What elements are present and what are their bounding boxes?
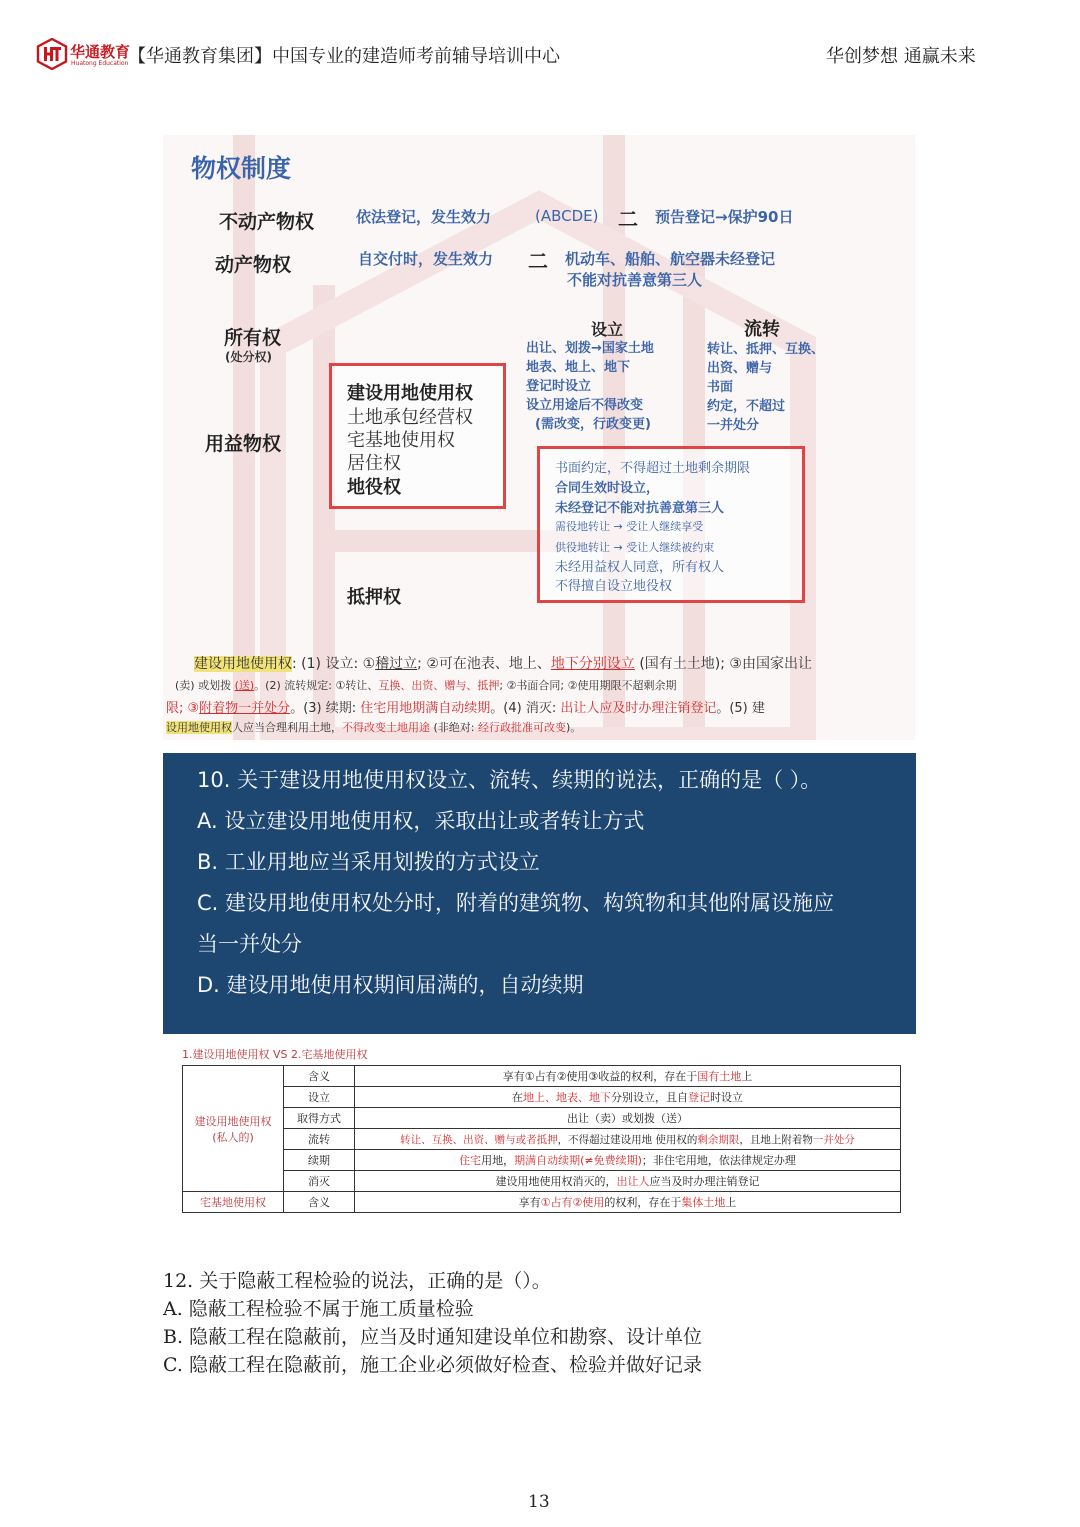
table-row (183, 1108, 901, 1129)
easement-line-6: 未经用益权人同意，所有权人 (555, 560, 725, 575)
usufruct-label: 用益物权 (205, 433, 282, 455)
row-value: 转让、互换、出资、赠与或者抵押，不得超过建设用地 使用权的剩余期限，且地上附着物一并处分 (355, 1129, 901, 1150)
question-12-option-b: B. 隐蔽工程在隐蔽前，应当及时通知建设单位和勘察、设计单位 (163, 1326, 703, 1348)
realty-note: 预告登记→保护90日 (655, 208, 794, 226)
question-12-option-a: A. 隐蔽工程检验不属于施工质量检验 (163, 1298, 474, 1320)
realty-eq: 二 (618, 207, 638, 231)
row-key: 流转 (284, 1129, 355, 1150)
ownership-label: 所有权 (224, 327, 282, 349)
usufruct-type-2: 土地承包经营权 (347, 407, 473, 428)
row-value: 享有①占有②使用③收益的权利，存在于国有土地上 (355, 1066, 901, 1087)
setup-line-5: (需改变，行政变更) (535, 417, 651, 432)
header-title: 【华通教育集团】中国专业的建造师考前辅导培训中心 (128, 46, 560, 67)
row-key: 含义 (284, 1066, 355, 1087)
brand-name-en: Huatong Education (71, 60, 129, 67)
table-title: 1.建设用地使用权 VS 2.宅基地使用权 (182, 1048, 368, 1061)
question-10-option-b: B. 工业用地应当采用划拨的方式设立 (197, 850, 540, 874)
group-construction-land-right: 建设用地使用权 (私人的) (183, 1066, 284, 1192)
transfer-line-2: 出资、赠与 (707, 361, 773, 376)
usufruct-type-1: 建设用地使用权 (347, 383, 473, 404)
group-homestead-right: 宅基地使用权 (183, 1192, 284, 1213)
property-rights-mindmap (163, 135, 915, 740)
row-key: 续期 (284, 1150, 355, 1171)
page-header (0, 0, 1080, 80)
brand-name: 华通教育 (70, 43, 131, 61)
easement-line-4: 需役地转让 → 受让人继续享受 (555, 520, 704, 533)
transfer-line-5: 一并处分 (707, 418, 760, 433)
table-row (183, 1192, 901, 1213)
table-row (183, 1129, 901, 1150)
setup-head: 设立 (591, 320, 624, 339)
row-key: 取得方式 (284, 1108, 355, 1129)
question-10-stem: 10. 关于建设用地使用权设立、流转、续期的说法，正确的是（ ）。 (197, 768, 822, 792)
ownership-sub: (处分权) (225, 350, 272, 364)
easement-line-5: 供役地转让 → 受让人继续被约束 (555, 541, 715, 554)
note-line-1: 建设用地使用权: (1) 设立: ①稽过立; ②可在池表、地上、地下分别设立 (国有土土地); ③由国家出让 (194, 656, 812, 672)
movable-note-2: 不能对抗善意第三人 (567, 271, 703, 289)
row-value: 住宅用地，期满自动续期(≠免费续期)；非住宅用地，依法律规定办理 (355, 1150, 901, 1171)
setup-line-3: 登记时设立 (526, 379, 592, 394)
movable-note-1: 机动车、船舶、航空器未经登记 (565, 250, 776, 268)
easement-line-3: 未经登记不能对抗善意第三人 (555, 501, 725, 516)
usufruct-type-3: 宅基地使用权 (347, 430, 455, 451)
table-row (183, 1171, 901, 1192)
question-10-option-a: A. 设立建设用地使用权，采取出让或者转让方式 (197, 809, 645, 833)
easement-line-1: 书面约定，不得超过土地剩余期限 (555, 461, 751, 476)
row-value: 出让（卖）或划拨（送） (355, 1108, 901, 1129)
huatong-logo-icon (36, 38, 68, 70)
transfer-line-4: 约定，不超过 (707, 399, 786, 414)
setup-line-4: 设立用途后不得改变 (526, 398, 644, 413)
usufruct-type-5: 地役权 (347, 477, 401, 498)
row-key: 消灭 (284, 1171, 355, 1192)
note-line-2: (卖) 或划拨 (送)。(2) 流转规定: ①转让、互换、出资、赠与、抵押; ②书面合同; ②使用期限不超剩余期 (175, 679, 677, 692)
mortgage-label: 抵押权 (347, 587, 401, 608)
row-key: 设立 (284, 1087, 355, 1108)
question-10-panel (163, 753, 916, 1034)
setup-line-1: 出让、划拨→国家土地 (526, 341, 654, 356)
page-number: 13 (528, 1492, 550, 1512)
question-10-option-c-cont: 当一并处分 (197, 932, 302, 956)
row-value: 在地上、地表、地下分别设立，且自登记时设立 (355, 1087, 901, 1108)
question-12-stem: 12. 关于隐蔽工程检验的说法，正确的是（）。 (163, 1270, 551, 1292)
transfer-line-3: 书面 (707, 380, 734, 395)
movable-right-label: 动产物权 (215, 254, 292, 276)
row-key: 含义 (284, 1192, 355, 1213)
easement-line-7: 不得擅自设立地役权 (555, 579, 673, 594)
question-10-option-d: D. 建设用地使用权期间届满的，自动续期 (197, 973, 584, 997)
note-line-3: 限; ③附着物一并处分。(3) 续期: 住宅用地期满自动续期。(4) 消灭: 出让人应及时办理注销登记。(5) 建 (166, 701, 765, 716)
question-10-option-c: C. 建设用地使用权处分时，附着的建筑物、构筑物和其他附属设施应 (197, 891, 835, 915)
question-12-option-c: C. 隐蔽工程在隐蔽前，施工企业必须做好检查、检验并做好记录 (163, 1354, 702, 1376)
table-row (183, 1087, 901, 1108)
transfer-head: 流转 (744, 319, 780, 340)
rights-comparison-table (182, 1065, 901, 1213)
table-row (183, 1150, 901, 1171)
movable-rule: 自交付时，发生效力 (358, 250, 494, 268)
row-value: 享有①占有②使用的权利，存在于集体土地上 (355, 1192, 901, 1213)
header-slogan: 华创梦想 通赢未来 (826, 46, 976, 67)
realty-right-label: 不动产物权 (219, 211, 315, 233)
realty-abcde: (ABCDE) (535, 207, 599, 225)
row-value: 建设用地使用权消灭的，出让人应当及时办理注销登记 (355, 1171, 901, 1192)
movable-eq: 二 (528, 249, 548, 273)
mindmap-title: 物权制度 (191, 154, 292, 183)
setup-line-2: 地表、地上、地下 (526, 360, 631, 375)
realty-rule: 依法登记，发生效力 (356, 208, 492, 226)
table-row (183, 1066, 901, 1087)
usufruct-type-4: 居住权 (347, 453, 401, 474)
note-line-4: 设用地使用权人应当合理利用土地，不得改变土地用途 (非绝对: 经行政批准可改变)。 (166, 721, 582, 734)
easement-line-2: 合同生效时设立， (555, 481, 660, 496)
transfer-line-1: 转让、抵押、互换、 (707, 342, 825, 357)
